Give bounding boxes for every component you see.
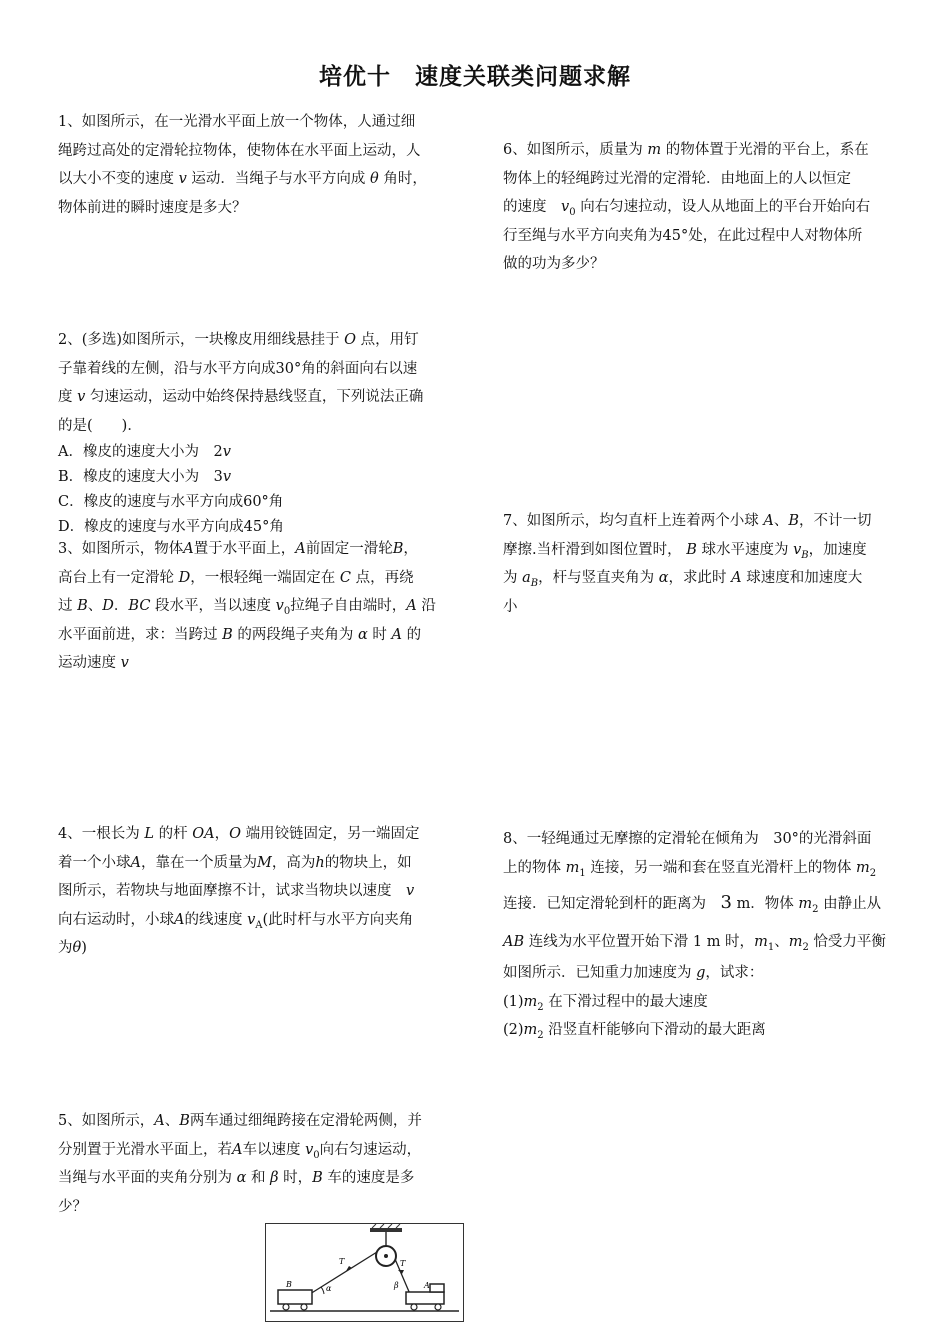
q6-var: v [561, 199, 570, 215]
q2-text: 的是( )． [58, 417, 142, 434]
q7-text: 摩擦.当杆滑到如图位置时， [503, 541, 682, 558]
q6-subscript: 0 [569, 206, 576, 218]
option-b-var: v [222, 469, 232, 485]
q5-var: v [305, 1141, 314, 1158]
q4-subscript: A [255, 919, 263, 931]
q8-var: m [754, 934, 768, 950]
q1-text: 绳跨过高处的定滑轮拉物体，使物体在水平面上运动，人 [58, 142, 421, 159]
q7-text: ，不计一切 [798, 513, 872, 529]
angle-arc-left [321, 1287, 324, 1294]
q8-line [503, 1016, 923, 1045]
q7-text: ，加速度 [808, 541, 867, 558]
option-a-text: A．橡皮的速度大小为 2 [58, 444, 223, 460]
option-b-text: B．橡皮的速度大小为 3 [58, 469, 223, 485]
q4-line [58, 906, 478, 935]
label-car-a: A [424, 1281, 430, 1290]
q8-text: 由静止从 [823, 896, 882, 912]
q8-subscript: 2 [812, 903, 819, 915]
q8-subscript: 2 [869, 867, 877, 879]
q3-var: B [392, 541, 404, 557]
q6-text: 物体上的轻绳跨过光滑的定滑轮．由地面上的人以恒定 [503, 170, 851, 187]
label-tension-left: T [339, 1257, 345, 1266]
car-b-body [278, 1290, 312, 1304]
label-car-b: B [286, 1280, 292, 1289]
q5-line [58, 1107, 478, 1136]
q3-text: ． [113, 598, 129, 614]
q5-var: B [179, 1113, 190, 1129]
q8-subscript: 2 [802, 941, 809, 953]
q4-text: 向右运动时，小球 [58, 911, 174, 928]
q7-line [503, 507, 923, 536]
q1-line [58, 165, 478, 194]
q3-text: 点，再绕 [355, 569, 414, 586]
q3-text: 的两段绳子夹角为 [237, 626, 354, 643]
q7-text: ，杆与竖直夹角为 [538, 570, 655, 586]
q3-text: 高台上有一定滑轮 [58, 569, 174, 586]
q8-text: 连接，另一端和套在竖直光滑杆上的物体 [590, 859, 852, 876]
label-tension-right: T [400, 1259, 406, 1268]
q8-text: 如图所示．已知重力加速度为 [503, 965, 692, 981]
q3-text: 运动速度 [58, 655, 116, 671]
car-a-body [406, 1292, 444, 1304]
pulley-axle [384, 1254, 388, 1258]
q4-text: ，高为 [271, 854, 316, 871]
q3-line [58, 535, 478, 564]
q8-subscript: 1 [579, 867, 586, 879]
q1-line [58, 108, 478, 137]
q8-number: 3 [720, 892, 732, 913]
q4-var: L [144, 826, 154, 842]
car-b-wheel [301, 1304, 307, 1310]
question-3 [58, 535, 478, 678]
q3-text: 沿 [421, 598, 436, 614]
q4-text: 4、一根长为 [58, 826, 140, 842]
q8-line [503, 959, 923, 988]
q8-line [503, 988, 923, 1017]
q3-var: A [406, 598, 417, 614]
q4-text: 端用铰链固定，另一端固定 [245, 826, 420, 842]
q4-text: ，靠在一个质量为 [140, 854, 257, 871]
q8-var: m [798, 896, 813, 912]
q6-text: 的物体置于光滑的平台上，系在 [665, 142, 869, 158]
q1-text: 角时， [383, 171, 427, 187]
q3-text: ， [403, 541, 418, 557]
option-a [58, 440, 478, 465]
q5-text: 时， [283, 1170, 313, 1186]
q4-text: ， [214, 826, 230, 842]
q8-text: 、 [774, 934, 789, 950]
q3-line [58, 564, 478, 593]
q4-var: A [174, 911, 185, 928]
q4-var: M [256, 854, 272, 871]
q8-var: m [855, 859, 870, 876]
q4-var: v [406, 883, 415, 899]
car-b-wheel [283, 1304, 289, 1310]
q4-text: ) [81, 940, 87, 956]
q6-text: 做的功为多少？ [503, 256, 605, 272]
q4-text: 的线速度 [184, 911, 243, 928]
q3-text: 段水平，当以速度 [155, 598, 272, 614]
q7-line [503, 536, 923, 565]
q4-var: OA [192, 826, 215, 842]
q3-var: D [178, 569, 191, 586]
q8-line [503, 925, 923, 959]
q7-line [503, 564, 923, 593]
q8-var: m [788, 934, 803, 950]
q5-text: 车的速度是多 [327, 1170, 415, 1186]
q5-text: 少？ [58, 1198, 87, 1215]
q1-var: θ [370, 171, 379, 187]
option-d-text: D．橡皮的速度与水平方向成45°角 [58, 519, 284, 535]
q7-var: a [522, 570, 531, 586]
label-alpha: α [326, 1284, 332, 1293]
q3-var: C [339, 569, 351, 586]
q2-text: 子靠着线的左侧，沿与水平方向成30°角的斜面向右以速 [58, 360, 418, 377]
option-b [58, 465, 478, 490]
q6-line [503, 222, 923, 251]
q7-text: 小 [503, 598, 518, 615]
q3-line [58, 621, 478, 650]
q4-var: v [247, 911, 256, 928]
q4-line [58, 877, 478, 906]
hatch-line [396, 1224, 400, 1228]
q3-text: 时 [372, 626, 387, 643]
q3-text: 前固定一滑轮 [305, 541, 393, 557]
q7-line [503, 593, 923, 622]
q8-var: AB [503, 934, 525, 950]
q4-text: 的杆 [158, 826, 188, 842]
q4-var: θ [72, 940, 82, 956]
q4-text: 图所示，若物块与地面摩擦不计，试求当物块以速度 [58, 883, 392, 899]
q8-subscript: 2 [537, 1001, 544, 1013]
q4-text: 的物块上，如 [324, 854, 412, 871]
question-1 [58, 108, 478, 222]
q1-text: 物体前进的瞬时速度是多大？ [58, 199, 247, 216]
q4-line [58, 820, 478, 849]
q4-line [58, 849, 478, 878]
q6-text: 行至绳与水平方向夹角为45°处，在此过程中人对物体所 [503, 227, 863, 244]
q3-var: v [275, 598, 284, 614]
q5-var: B [312, 1170, 323, 1186]
q8-text: (1) [503, 993, 524, 1010]
q8-var: m [523, 993, 538, 1010]
q3-text: 、 [87, 598, 103, 614]
q8-text: 连线为水平位置开始下滑 1 m 时， [528, 934, 755, 950]
q7-subscript: B [530, 577, 539, 589]
question-5 [58, 1107, 478, 1221]
q4-var: A [130, 854, 141, 871]
q4-text: 为 [58, 940, 73, 956]
q2-var: v [77, 389, 86, 405]
q8-text: m．物体 [736, 896, 794, 912]
q3-text: 的 [406, 626, 422, 643]
q3-text: 过 [58, 598, 73, 614]
q3-var: D [102, 598, 114, 614]
q4-line [58, 934, 478, 963]
q8-text: (2) [503, 1022, 524, 1038]
q7-var: A [731, 570, 742, 586]
q7-text: 球水平速度为 [701, 541, 789, 558]
question-8 [503, 825, 923, 1045]
ceiling-hatch [370, 1228, 402, 1232]
q5-text: 向右匀速运动， [319, 1141, 422, 1158]
question-7 [503, 507, 923, 621]
q7-text: 7、如图所示，均匀直杆上连着两个小球 [503, 513, 759, 529]
q8-var: m [523, 1022, 538, 1038]
q3-var: B [77, 598, 88, 614]
q5-var: A [232, 1141, 243, 1158]
q5-text: 、 [164, 1113, 180, 1129]
q7-var: B [686, 541, 697, 558]
q8-text: 在下滑过程中的最大速度 [548, 993, 708, 1010]
q1-var: v [178, 171, 187, 187]
q8-var: m [565, 859, 580, 876]
q5-var: A [154, 1113, 165, 1129]
q4-text: (此时杆与水平方向夹角 [262, 911, 414, 928]
q2-text: 度 [58, 389, 73, 405]
q8-text: 恰受力平衡 [813, 934, 886, 950]
q2-text: 2、(多选)如图所示，一块橡皮用细线悬挂于 [58, 332, 340, 348]
hatch-line [380, 1224, 384, 1228]
q7-subscript: B [801, 549, 809, 561]
q3-line [58, 649, 478, 678]
car-a-wheel [411, 1304, 417, 1310]
q5-text: 两车通过细绳跨接在定滑轮两侧，并 [189, 1113, 422, 1129]
q5-text: 5、如图所示， [58, 1113, 155, 1129]
pulley-cars-svg [266, 1224, 463, 1321]
q5-text: 和 [251, 1170, 266, 1186]
q1-line [58, 194, 478, 223]
q7-text: ，求此时 [668, 570, 727, 586]
hatch-line [372, 1224, 376, 1228]
q8-var: g [696, 965, 706, 981]
q7-var: A [763, 513, 774, 529]
q5-text: 车以速度 [242, 1141, 301, 1158]
question-6 [503, 136, 923, 279]
q8-text: ，试求： [705, 965, 764, 981]
q5-subscript: 0 [313, 1149, 320, 1161]
q3-text: 置于水平面上， [193, 541, 296, 557]
q6-line [503, 136, 923, 165]
q3-text: 拉绳子自由端时， [290, 598, 407, 614]
q8-line [503, 882, 923, 925]
q5-line [58, 1193, 478, 1222]
q2-line [58, 326, 478, 355]
q8-subscript: 1 [767, 941, 775, 953]
hatch-line [388, 1224, 392, 1228]
q6-text: 6、如图所示，质量为 [503, 142, 643, 158]
q3-var: A [391, 626, 402, 643]
q7-var: α [658, 570, 669, 586]
q3-var: B [222, 626, 233, 643]
q7-var: v [793, 541, 802, 558]
q8-text: 8、一轻绳通过无摩擦的定滑轮在倾角为 30°的光滑斜面 [503, 831, 872, 847]
q1-line [58, 137, 478, 166]
q5-text: 当绳与水平面的夹角分别为 [58, 1170, 232, 1186]
q7-text: 球速度和加速度大 [746, 570, 863, 586]
q3-text: ，一根轻绳一端固定在 [190, 569, 336, 586]
q3-var: α [357, 626, 368, 643]
q5-var: β [270, 1170, 279, 1186]
q7-text: 为 [503, 570, 518, 586]
q8-text: 沿竖直杆能够向下滑动的最大距离 [548, 1022, 766, 1038]
q5-var: α [236, 1170, 247, 1186]
q1-text: 以大小不变的速度 [58, 171, 174, 187]
q8-line [503, 825, 923, 854]
q8-text: 连接．已知定滑轮到杆的距离为 [503, 896, 706, 912]
q8-text: 上的物体 [503, 859, 561, 876]
q7-var: B [788, 513, 799, 529]
q8-subscript: 2 [537, 1029, 544, 1041]
option-c-text: C．橡皮的速度与水平方向成60°角 [58, 494, 284, 510]
q2-text: 点，用钉 [360, 332, 419, 348]
label-beta: β [394, 1281, 399, 1290]
q6-text: 向右匀速拉动，设人从地面上的平台开始向右 [580, 199, 871, 215]
q3-line [58, 592, 478, 621]
q2-line [58, 383, 478, 412]
q6-var: m [647, 142, 662, 158]
q3-var: BC [128, 598, 151, 614]
page-title: 培优十 速度关联类问题求解 [319, 63, 631, 90]
q4-var: O [229, 826, 241, 842]
q3-var: A [295, 541, 306, 557]
q6-line [503, 165, 923, 194]
q5-line [58, 1136, 478, 1165]
q2-line [58, 355, 478, 384]
q1-text: 运动．当绳子与水平方向成 [191, 171, 366, 187]
q5-text: 分别置于光滑水平面上，若 [58, 1141, 232, 1158]
q7-text: 、 [773, 513, 789, 529]
q3-text: 水平面前进，求：当跨过 [58, 626, 218, 643]
q3-var: v [120, 655, 129, 671]
q4-text: 着一个小球 [58, 854, 131, 871]
q8-line [503, 854, 923, 883]
q6-line [503, 193, 923, 222]
car-a-cab [430, 1284, 444, 1292]
q2-line [58, 412, 478, 441]
car-a-wheel [435, 1304, 441, 1310]
q6-line [503, 250, 923, 279]
q4-var: h [315, 854, 325, 871]
q2-var: O [344, 332, 357, 348]
q6-text: 的速度 [503, 199, 547, 215]
q3-var: A [183, 541, 194, 557]
question-4 [58, 820, 478, 963]
question-2 [58, 326, 478, 540]
q1-text: 1、如图所示，在一光滑水平面上放一个物体，人通过细 [58, 114, 416, 130]
option-a-var: v [222, 444, 231, 460]
q5-line [58, 1164, 478, 1193]
option-c [58, 490, 478, 515]
q3-subscript: 0 [283, 605, 291, 617]
pulley-cars-figure [265, 1223, 464, 1322]
q2-text: 匀速运动，运动中始终保持悬线竖直，下列说法正确 [89, 389, 424, 405]
q3-text: 3、如图所示，物体 [58, 541, 184, 557]
